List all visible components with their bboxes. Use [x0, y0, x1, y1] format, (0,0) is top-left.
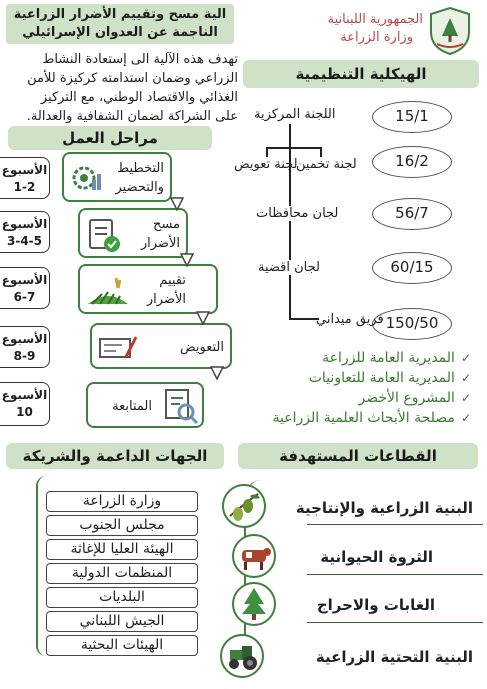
tree-connector: [289, 124, 291, 318]
ministry-name: وزارة الزراعة: [340, 30, 413, 45]
week-label: الأسبوع 6-7: [0, 267, 50, 309]
step-compensation: التعويض: [90, 323, 232, 369]
divider: [307, 524, 483, 525]
divider: [307, 574, 483, 575]
central-committee-label: اللجنة المركزية: [254, 107, 336, 122]
check-pen-icon: [98, 333, 138, 363]
week-label: الأسبوع 8-9: [0, 326, 50, 368]
ratio-oval: 16/2: [372, 146, 452, 178]
olive-icon: [222, 484, 266, 528]
mechanism-title-line2: الناجمة عن العدوان الإسرائيلي: [22, 25, 218, 40]
intro-paragraph: [0, 50, 238, 126]
sector-label: الغابات والاحراج: [316, 596, 435, 614]
ratio-oval: 56/7: [372, 198, 452, 230]
week-label: الأسبوع 3-4-5: [0, 211, 50, 253]
mechanism-title-line1: الية مسح وتقييم الأضرار الزراعية: [13, 7, 227, 22]
flow-arrow-icon: [170, 196, 184, 210]
sector-label: البنية التحتية الزراعية: [315, 648, 473, 666]
field-crop-icon: [86, 274, 130, 308]
report-magnifier-icon: [162, 388, 200, 426]
step-survey: مسح الأضرار: [78, 208, 188, 258]
flow-arrow-icon: [196, 310, 210, 324]
stages-title: مراحل العمل: [8, 126, 212, 150]
sector-label: البنية الزراعية والإنتاجية: [295, 499, 473, 517]
tree-connector: [289, 318, 319, 320]
directorate-item: ✓مصلحة الأبحاث العلمية الزراعية: [272, 410, 471, 426]
intro-line: الغذائي والاقتصاد الوطني، مع التركيز: [40, 90, 238, 105]
estimation-committee-label: لجنة تخمين: [296, 157, 357, 172]
sectors-title: القطاعات المستهدفة: [238, 443, 478, 469]
directorate-item: ✓المديرية العامة للتعاونيات: [308, 370, 471, 386]
check-icon: ✓: [460, 371, 471, 385]
partner-item: الهيئات البحثية: [46, 635, 198, 656]
intro-line: الزراعي وضمان استدامته كركيزة للأمن: [27, 71, 238, 86]
tree-connector: [266, 147, 268, 157]
partners-title: الجهات الداعمة والشريكة: [6, 443, 224, 469]
ratio-oval: 15/1: [372, 101, 452, 133]
tree-icon: [232, 582, 276, 626]
gear-chart-icon: [68, 160, 104, 196]
check-icon: ✓: [460, 411, 471, 425]
week-label: الأسبوع 10: [0, 382, 50, 426]
field-team-label: فريق ميداني: [316, 312, 384, 327]
ministry-logo: [427, 6, 473, 56]
partner-item: المنظمات الدولية: [46, 563, 198, 584]
sector-label: الثروة الحيوانية: [320, 548, 433, 566]
directorate-item: ✓المديرية العامة للزراعة: [322, 350, 471, 366]
intro-line: على الشراكة لضمان الشفافية والعدالة.: [26, 109, 238, 124]
partner-item: الجيش اللبناني: [46, 611, 198, 632]
governorate-committees-label: لجان محافظات: [256, 206, 339, 221]
cow-icon: [232, 534, 276, 578]
directorate-item: ✓المشروع الأخضر: [358, 390, 471, 406]
ratio-oval: 60/15: [372, 252, 452, 284]
check-icon: ✓: [460, 391, 471, 405]
partner-item: وزارة الزراعة: [46, 491, 198, 512]
ratio-oval: 150/50: [372, 308, 452, 340]
district-committees-label: لجان اقضية: [258, 260, 320, 275]
partner-item: الهيئة العليا للإغاثة: [46, 539, 198, 560]
partner-item: مجلس الجنوب: [46, 515, 198, 536]
divider: [307, 622, 483, 623]
clipboard-check-icon: [86, 216, 122, 254]
flow-arrow-icon: [210, 365, 224, 379]
org-structure-title: الهيكلية التنظيمية: [243, 60, 479, 88]
intro-line: تهدف هذه الآلية الى إستعادة النشاط: [42, 52, 238, 67]
week-label: الأسبوع 1-2: [0, 157, 50, 199]
flow-arrow-icon: [180, 252, 194, 266]
compensation-committee-label: لجنة تعويض: [234, 157, 298, 172]
step-assessment: تقييم الأضرار: [78, 264, 218, 314]
mechanism-title-box: [6, 4, 234, 44]
tree-connector: [320, 147, 322, 157]
partner-item: البلديات: [46, 587, 198, 608]
tree-connector: [266, 147, 322, 149]
republic-name: الجمهورية اللبنانية: [327, 12, 423, 27]
step-followup: المتابعة: [86, 382, 204, 428]
step-planning: التخطيط والتحضير: [62, 152, 172, 202]
check-icon: ✓: [460, 351, 471, 365]
tractor-icon: [220, 634, 264, 678]
